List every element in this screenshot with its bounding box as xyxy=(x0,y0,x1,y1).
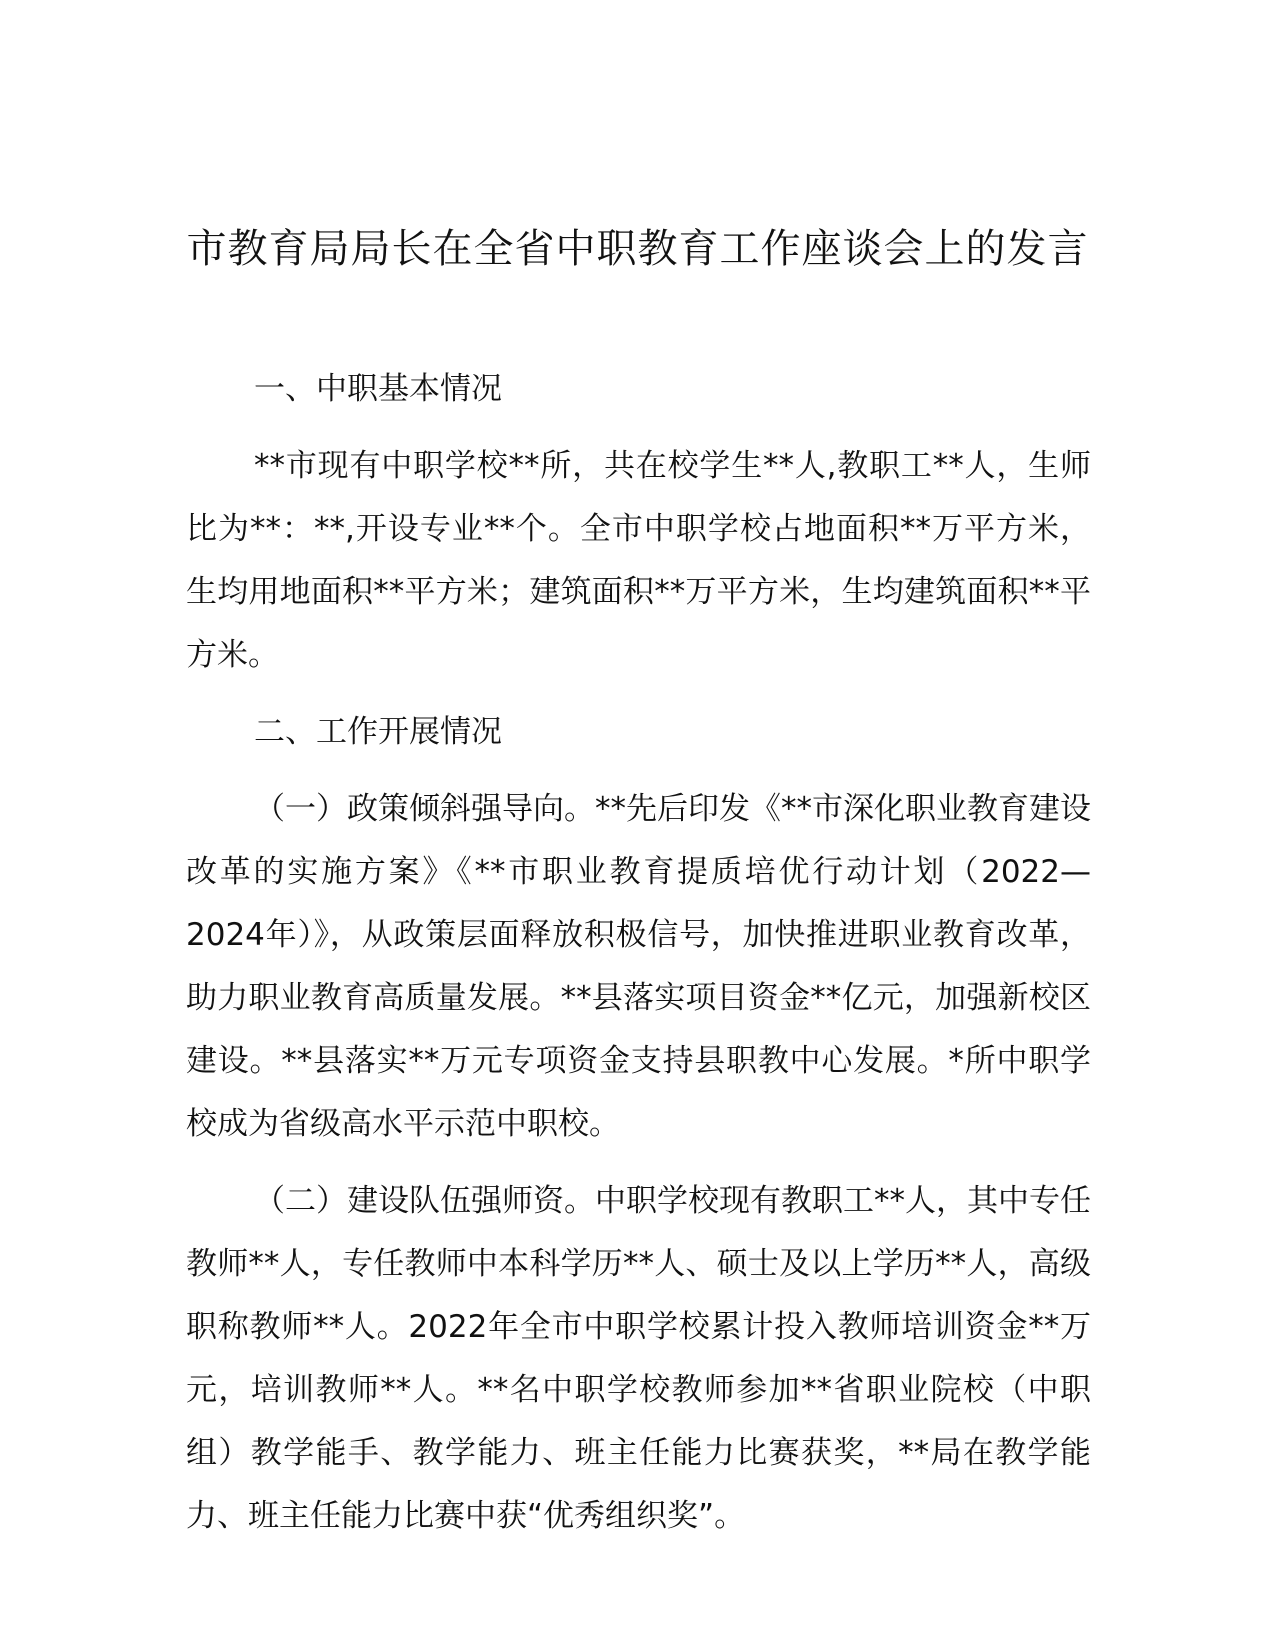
document-body xyxy=(186,358,1091,1562)
paragraph-basic-situation: **市现有中职学校**所，共在校学生**人,教职工**人，生师比为**：**,开设专业**个。全市中职学校占地面积**万平方米，生均用地面积**平方米；建筑面积**万平方米，生均建筑面积**平方米。 xyxy=(186,448,1091,673)
document-title: 市教育局局长在全省中职教育工作座谈会上的发言 xyxy=(186,226,1089,272)
section-heading-basic-situation: 一、中职基本情况 xyxy=(254,371,502,407)
paragraph-teaching-staff: （二）建设队伍强师资。中职学校现有教职工**人，其中专任教师**人，专任教师中本科学历**人、硕士及以上学历**人，高级职称教师**人。2022年全市中职学校累计投入教师培训资金**万元，培训教师**人。**名中职学校教师参加**省职业院校（中职组）教学能手、教学能力、班主任能力比赛获奖，**局在教学能力、班主任能力比赛中获“优秀组织奖”。 xyxy=(186,1183,1091,1534)
section-heading-work-progress: 二、工作开展情况 xyxy=(254,714,502,750)
paragraph-policy-guidance: （一）政策倾斜强导向。**先后印发《**市深化职业教育建设改革的实施方案》《**市职业教育提质培优行动计划（2022—2024年）》，从政策层面释放积极信号，加快推进职业教育改革，助力职业教育高质量发展。**县落实项目资金**亿元，加强新校区建设。**县落实**万元专项资金支持县职教中心发展。*所中职学校成为省级高水平示范中职校。 xyxy=(186,791,1091,1142)
